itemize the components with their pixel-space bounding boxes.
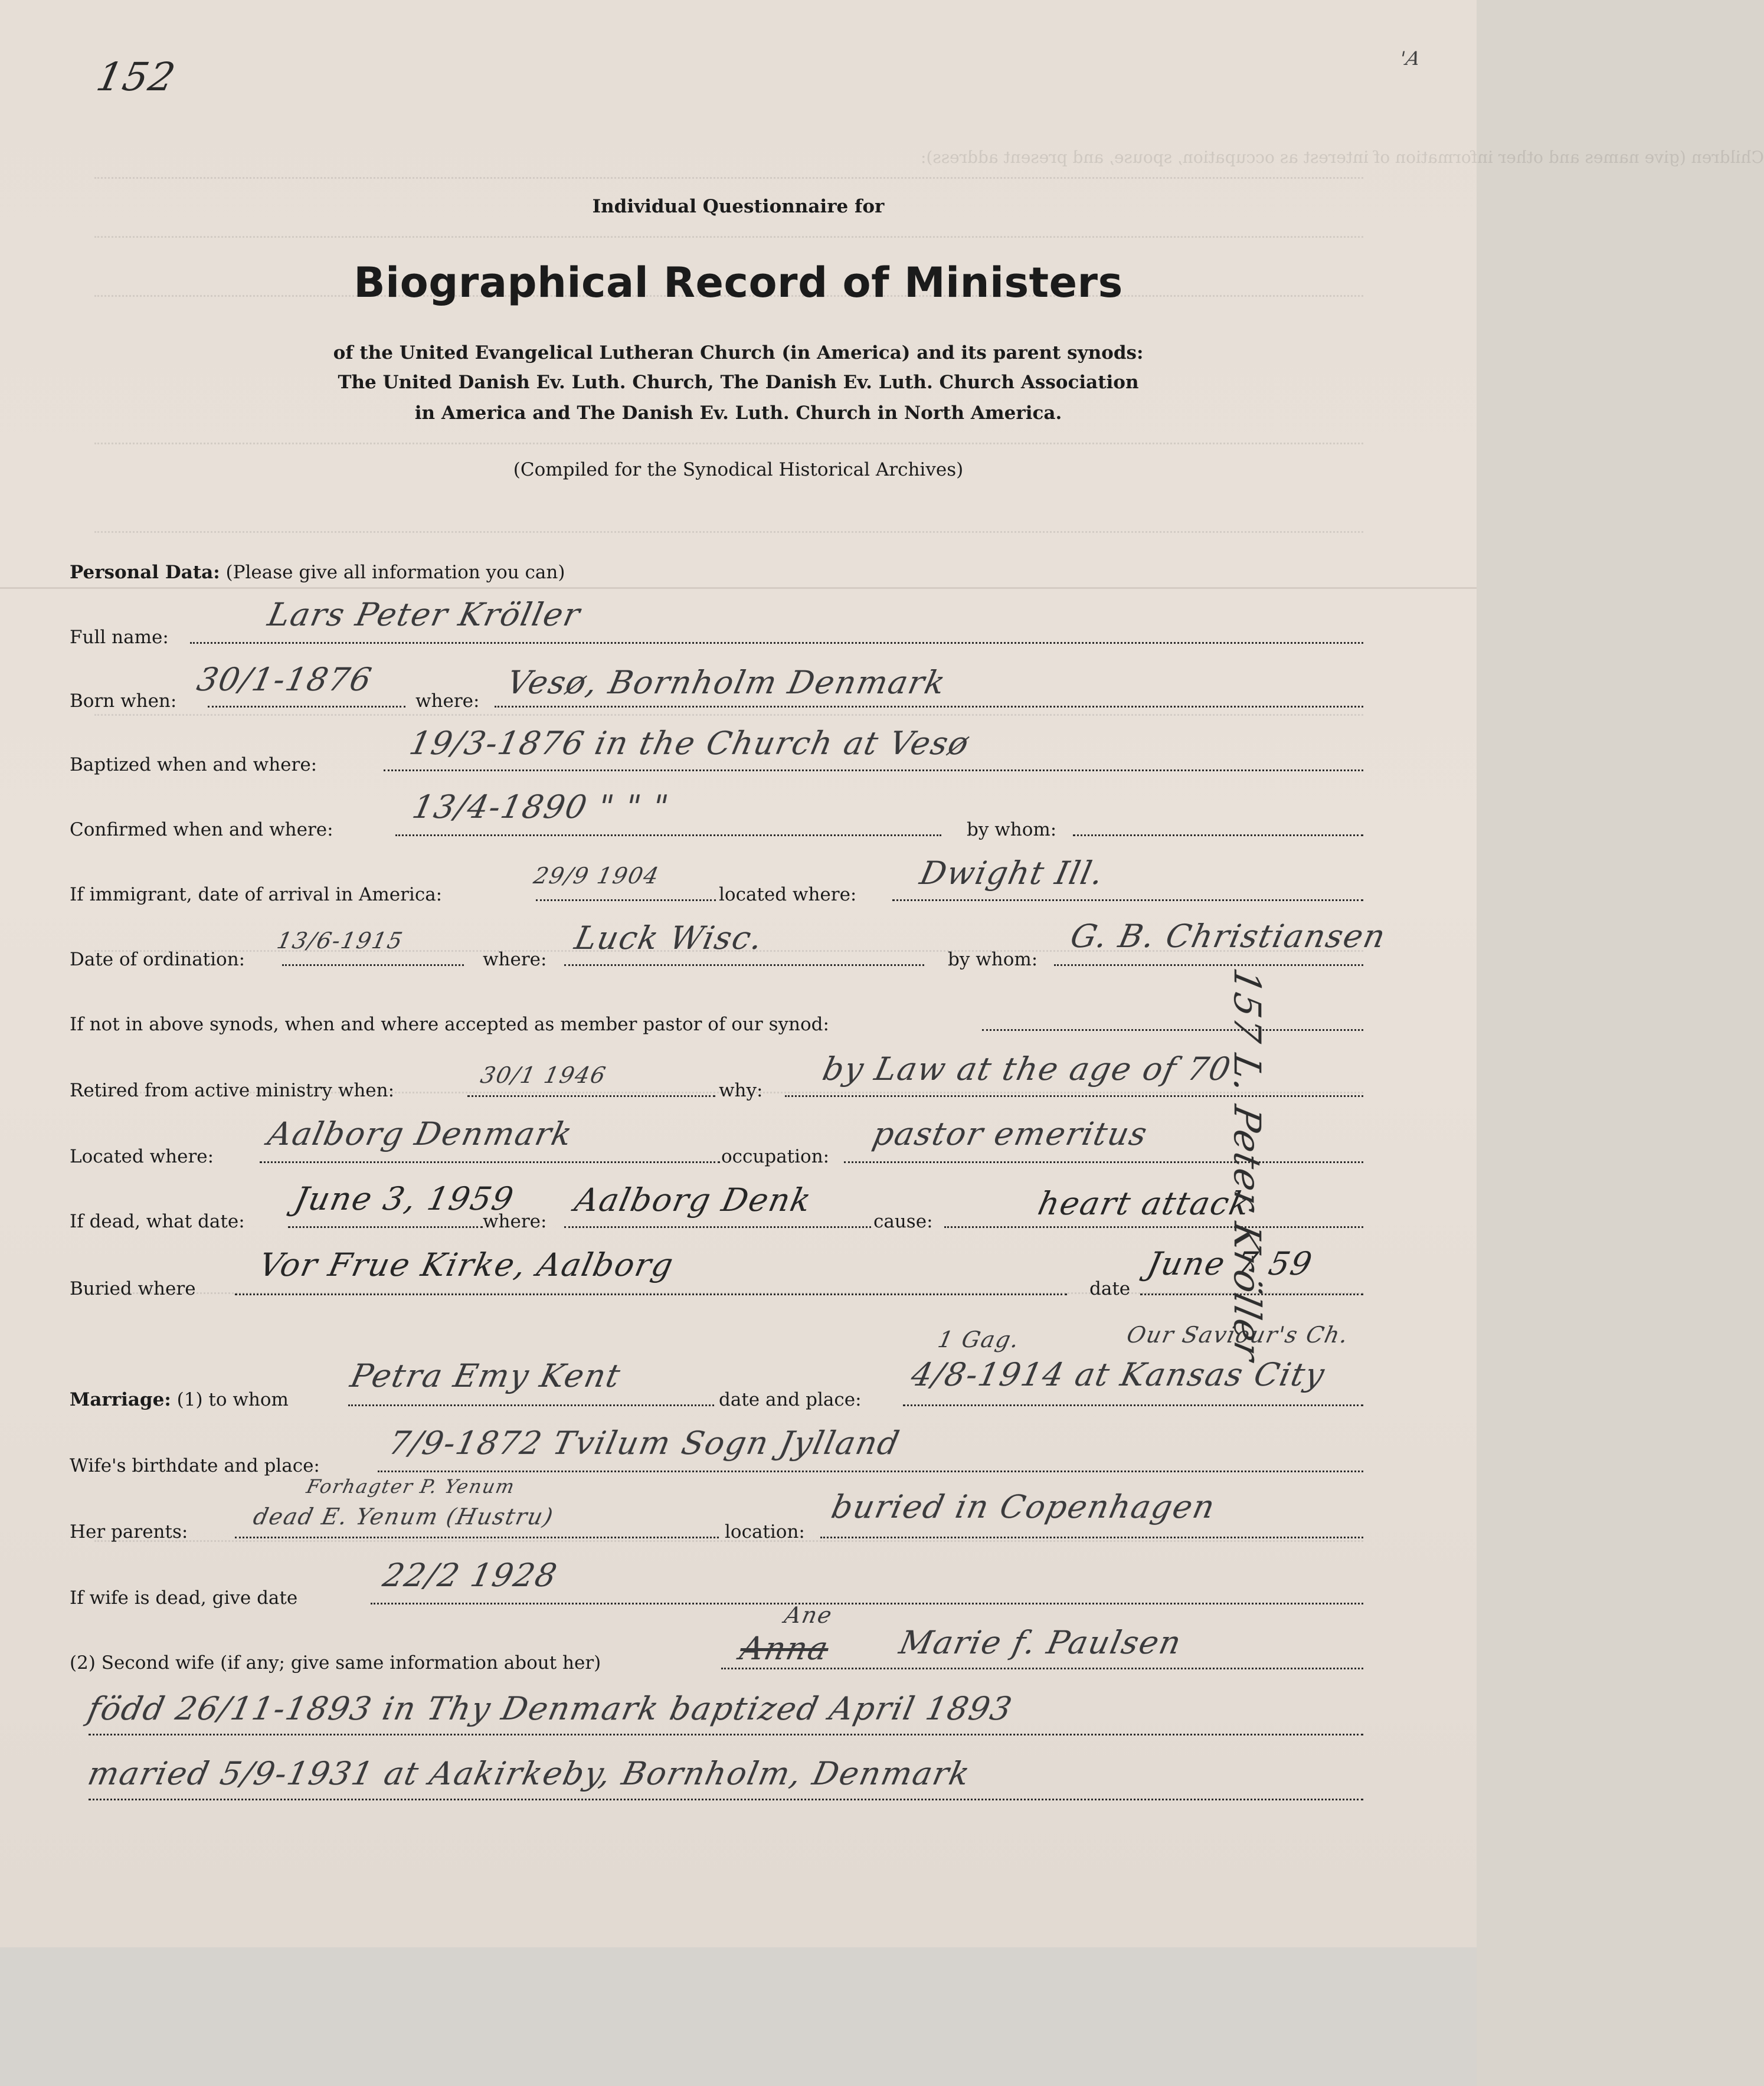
form-subtitle-line1: of the United Evangelical Lutheran Church (in America) and its parent synods: [333, 342, 1144, 364]
ordination-where-line [564, 964, 924, 966]
page-number: 152 [92, 54, 181, 100]
personal-data-heading: Personal Data: (Please give all information you can) [70, 562, 565, 583]
retired-why-label: why: [719, 1080, 763, 1101]
born-when-line [208, 706, 405, 708]
confirmed-label: Confirmed when and where: [70, 819, 333, 840]
ordination-by-line [1054, 964, 1363, 966]
retired-date-value: 30/1 1946 [478, 1062, 609, 1088]
parents-note-value: Forhagter P. Yenum [304, 1475, 518, 1498]
marriage-date-place-value: 4/8-1914 at Kansas City [908, 1356, 1329, 1393]
wife-dead-label: If wife is dead, give date [70, 1587, 298, 1609]
full-name-line [190, 642, 1363, 644]
form-header-small: Individual Questionnaire for [592, 196, 885, 217]
her-parents-line [235, 1537, 719, 1538]
extra-line-2 [89, 1799, 1363, 1800]
her-parents-label: Her parents: [70, 1521, 188, 1543]
wife-dead-line [371, 1603, 1363, 1604]
ordination-date-line [282, 964, 464, 966]
corner-mark: 'A [1397, 47, 1423, 70]
buried-place-value: Vor Frue Kirke, Aalborg [256, 1246, 678, 1283]
marriage-note-value: 1 Gag. [935, 1327, 1023, 1353]
form-title: Biographical Record of Ministers [354, 258, 1123, 307]
parents-location-line [820, 1537, 1363, 1538]
death-cause-label: cause: [873, 1211, 933, 1232]
ordination-place-value: Luck Wisc. [571, 919, 767, 957]
confirmed-by-line [1073, 834, 1363, 836]
immigrant-located-line [892, 899, 1363, 901]
immigrant-located-label: located where: [719, 884, 857, 905]
born-place-value: Vesø, Bornholm Denmark [503, 664, 950, 701]
second-wife-line1-value: född 26/11-1893 in Thy Denmark baptized April 1893 [84, 1690, 1016, 1727]
baptized-line [384, 769, 1363, 771]
occupation-value: pastor emeritus [869, 1115, 1151, 1152]
located-label: Located where: [70, 1146, 214, 1167]
confirmed-value: 13/4-1890 " " " [409, 788, 673, 826]
ordination-date-value: 13/6-1915 [274, 928, 406, 954]
death-place-value: Aalborg Denk [571, 1181, 816, 1219]
located-value: Aalborg Denmark [264, 1115, 577, 1152]
ordination-where-label: where: [483, 949, 547, 970]
buried-date-label: date [1089, 1278, 1131, 1299]
buried-date-value: June 7 59 [1144, 1245, 1317, 1282]
marriage-whom-line [348, 1404, 714, 1406]
ordination-label: Date of ordination: [70, 949, 246, 970]
confirmed-by-label: by whom: [967, 819, 1057, 840]
wife-birth-line [378, 1471, 1363, 1472]
death-cause-value: heart attack [1035, 1185, 1255, 1222]
born-date-value: 30/1-1876 [194, 661, 376, 698]
wife-name-value: Petra Emy Kent [347, 1357, 625, 1394]
not-in-synods-label: If not in above synods, when and where accepted as member pastor of our synod: [70, 1014, 829, 1035]
scan-background [0, 1947, 1477, 2086]
retired-why-line [785, 1095, 1363, 1097]
death-where-line [564, 1226, 871, 1228]
second-wife-label: (2) Second wife (if any; give same information about her) [70, 1652, 601, 1674]
form-subtitle-line2: The United Danish Ev. Luth. Church, The Danish Ev. Luth. Church Association [338, 372, 1139, 393]
death-cause-line [944, 1226, 1363, 1228]
marriage-church-value: Our Saviour's Ch. [1124, 1322, 1352, 1348]
second-wife-struck-value: Anna [737, 1630, 833, 1667]
full-name-value: Lars Peter Kröller [264, 596, 584, 633]
not-in-synods-line [982, 1029, 1363, 1031]
born-where-line [495, 706, 1363, 708]
second-wife-line2-value: maried 5/9-1931 at Aakirkeby, Bornholm, Denmark [84, 1755, 974, 1792]
extra-line-1 [89, 1734, 1363, 1735]
ordination-by-value: G. B. Christiansen [1067, 918, 1390, 955]
ordination-by-label: by whom: [948, 949, 1038, 970]
marriage-label: Marriage: (1) to whom [70, 1389, 289, 1410]
retired-date-line [467, 1095, 715, 1097]
death-where-label: where: [483, 1211, 547, 1232]
if-dead-date-line [288, 1226, 483, 1228]
arrival-date-value: 29/9 1904 [531, 863, 662, 889]
death-date-value: June 3, 1959 [291, 1180, 518, 1217]
full-name-label: Full name: [70, 627, 169, 648]
show-through-reverse: Children (give names and other information of interest as occupation, spouse, and present address): [94, 124, 1363, 1717]
occupation-line [844, 1161, 1363, 1163]
born-where-label: where: [415, 690, 480, 712]
marriage-date-place-line [903, 1404, 1363, 1406]
wife-birth-value: 7/9-1872 Tvilum Sogn Jylland [385, 1424, 904, 1462]
second-wife-name-value: Marie f. Paulsen [896, 1624, 1186, 1661]
baptized-label: Baptized when and where: [70, 754, 318, 775]
wife-birth-label: Wife's birthdate and place: [70, 1455, 320, 1476]
confirmed-line [395, 834, 941, 836]
retired-label: Retired from active ministry when: [70, 1080, 395, 1101]
second-wife-note-value: Ane [782, 1602, 836, 1628]
located-line [260, 1161, 720, 1163]
baptized-value: 19/3-1876 in the Church at Vesø [406, 725, 973, 762]
marriage-date-place-label: date and place: [719, 1389, 862, 1410]
margin-note: 157 L. Peter Kröller [1226, 964, 1269, 1366]
buried-label: Buried where [70, 1278, 196, 1299]
if-dead-label: If dead, what date: [70, 1211, 245, 1232]
immigrant-label: If immigrant, date of arrival in America: [70, 884, 443, 905]
parents-value: dead E. Yenum (Hustru) [251, 1504, 557, 1530]
form-subtitle-line3: in America and The Danish Ev. Luth. Church in North America. [414, 402, 1062, 424]
born-when-label: Born when: [70, 690, 177, 712]
second-wife-line [721, 1668, 1363, 1669]
parents-location-value: buried in Copenhagen [828, 1488, 1219, 1525]
wife-death-value: 22/2 1928 [379, 1557, 561, 1594]
form-compiled-note: (Compiled for the Synodical Historical Archives) [513, 459, 964, 480]
arrival-place-value: Dwight Ill. [917, 854, 1108, 892]
occupation-label: occupation: [721, 1146, 830, 1167]
parents-location-label: location: [725, 1521, 805, 1543]
retired-why-value: by Law at the age of 70 [819, 1050, 1235, 1088]
immigrant-date-line [536, 899, 716, 901]
buried-line [235, 1293, 1067, 1295]
